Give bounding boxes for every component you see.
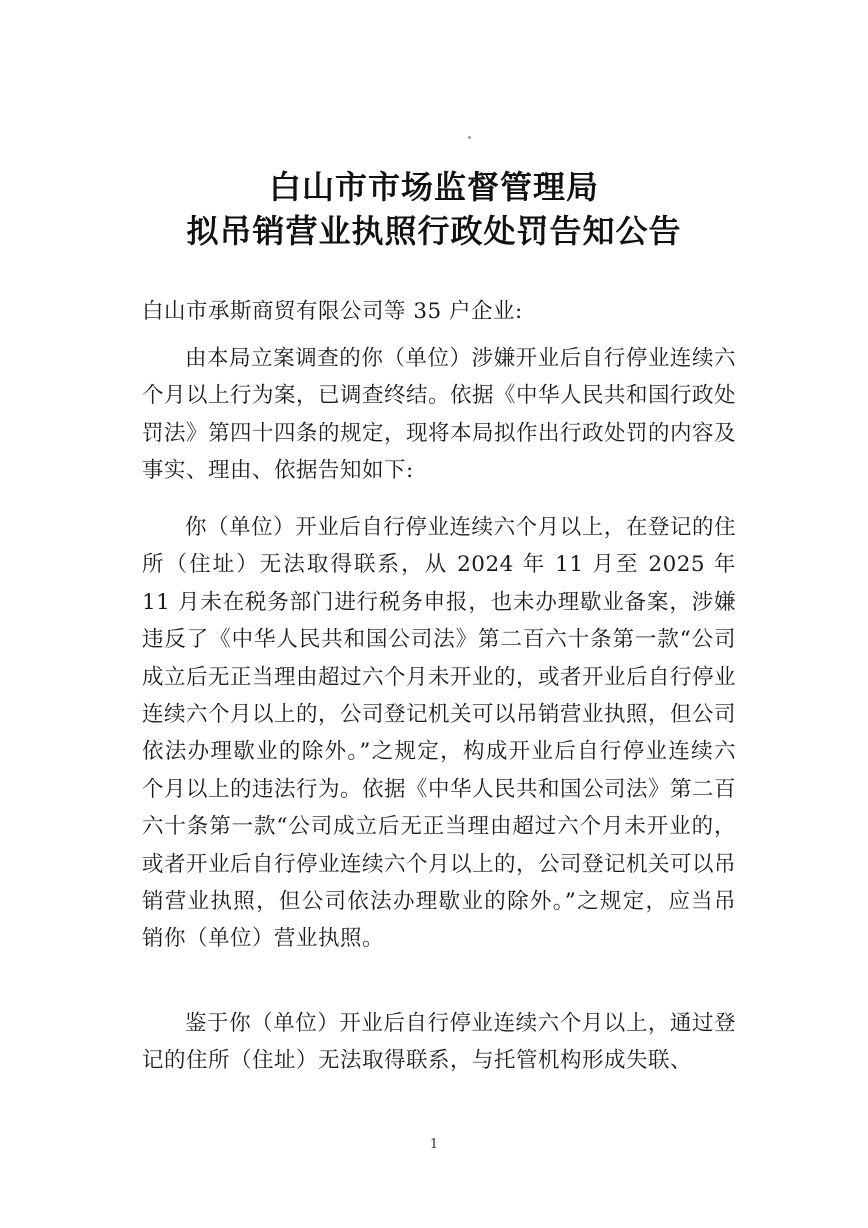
page-number: 1 (429, 1137, 439, 1152)
paragraph-conclusion: 鉴于你（单位）开业后自行停业连续六个月以上，通过登记的住所（住址）无法取得联系，与托管机构形成失联、 (142, 1011, 736, 1074)
document-title-line1: 白山市市场监督管理局 (268, 168, 599, 206)
document-title-line2: 拟吊销营业执照行政处罚告知公告 (186, 212, 682, 250)
salutation: 白山市承斯商贸有限公司等 35 户企业: (142, 299, 523, 324)
scan-speck (468, 136, 471, 139)
paragraph-intro: 由本局立案调查的你（单位）涉嫌开业后自行停业连续六个月以上行为案，已调查终结。依据《中华人民共和国行政处罚法》第四十四条的规定，现将本局拟作出行政处罚的内容及事实、理由、依据告知如下: (142, 346, 737, 484)
paragraph-facts: 你（单位）开业后自行停业连续六个月以上，在登记的住所（住址）无法取得联系，从 2024 年 11 月至 2025 年 11 月未在税务部门进行税务申报，也未办理歇业备案，涉嫌违反了《中华人民共和国公司法》第二百六十条第一款“公司成立后无正当理由超过六个月未开业的，或者开业后自行停业连续六个月以上的，公司登记机关可以吊销营业执照，但公司依法办理歇业的除外。”之规定，构成开业后自行停业连续六个月以上的违法行为。依据《中华人民共和国公司法》第二百六十条第一款“公司成立后无正当理由超过六个月未开业的，或者开业后自行停业连续六个月以上的，公司登记机关可以吊销营业执照，但公司依法办理歇业的除外。”之规定，应当吊销你（单位）营业执照。 (142, 515, 737, 952)
